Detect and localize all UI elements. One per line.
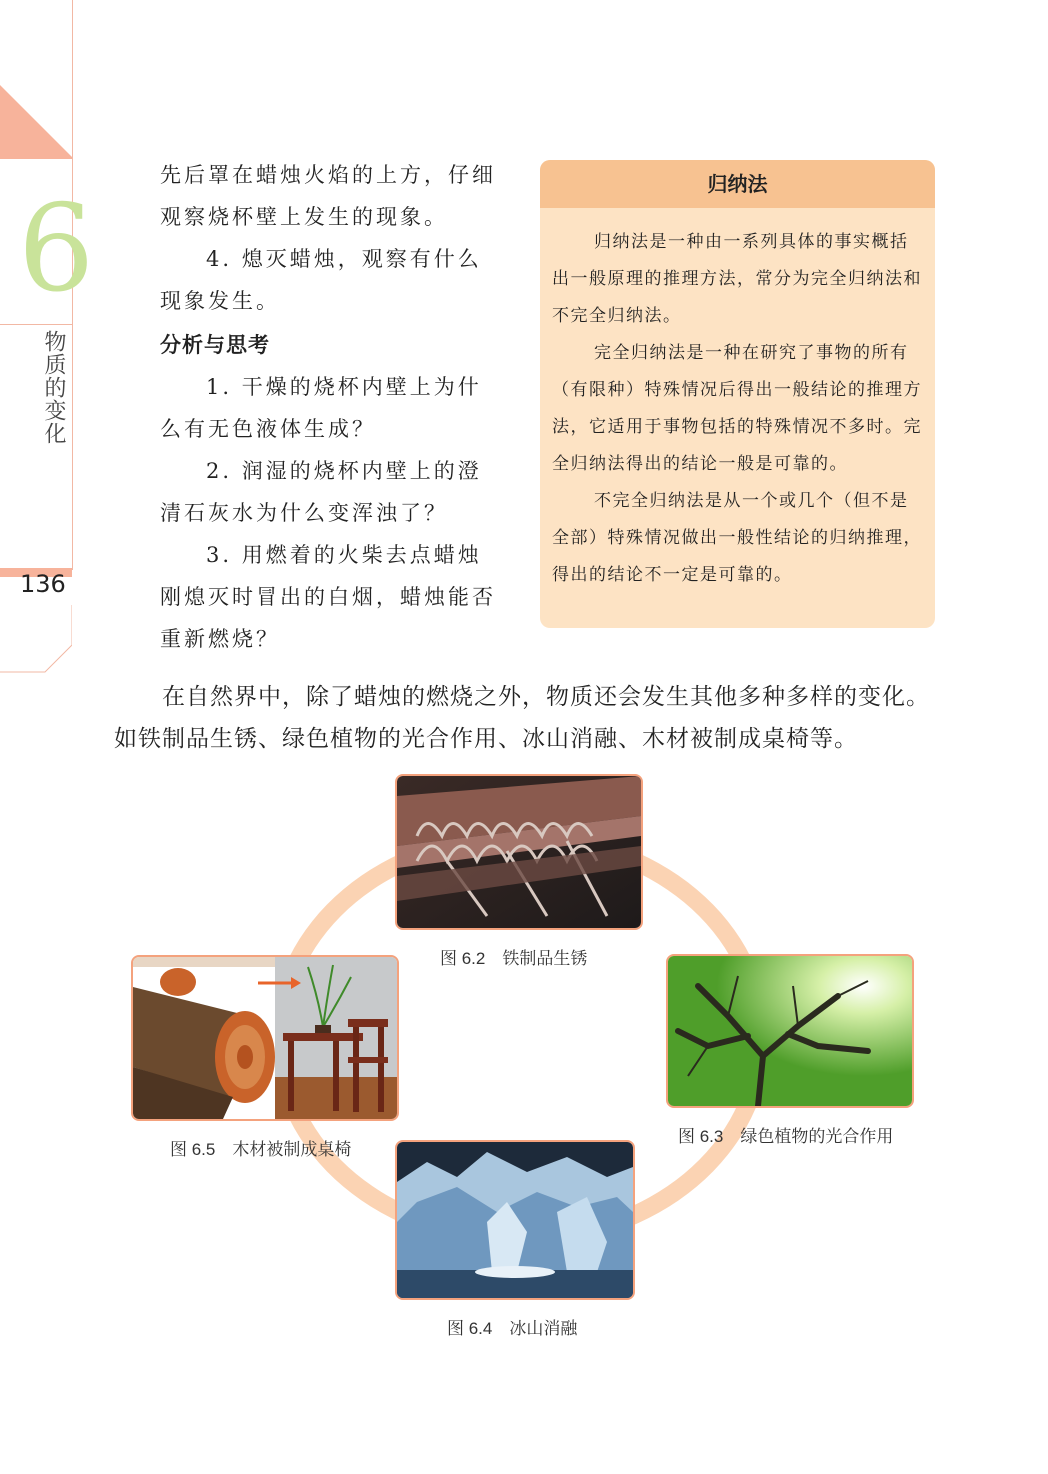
main-paragraph-text: 在自然界中，除了蜡烛的燃烧之外，物质还会发生其他多种多样的变化。如铁制品生锈、绿色植物的光合作用、冰山消融、木材被制成桌椅等。: [114, 684, 930, 752]
question-3: 3. 用燃着的火柴去点蜡烛刚熄灭时冒出的白烟，蜡烛能否重新燃烧？: [160, 543, 496, 651]
margin-corner-decoration: [0, 605, 72, 673]
induction-info-box: [540, 160, 935, 628]
paragraph-observe: 先后罩在蜡烛火焰的上方，仔细观察烧杯壁上发生的现象。: [160, 163, 496, 229]
section-heading: 分析与思考: [160, 333, 270, 357]
info-box-title: 归纳法: [540, 160, 935, 208]
info-paragraph-2: 完全归纳法是一种在研究了事物的所有（有限种）特殊情况后得出一般结论的推理方法，它适用于事物包括的特殊情况不多时。完全归纳法得出的结论一般是可靠的。: [552, 343, 922, 474]
photo-rusty-iron: [395, 774, 643, 930]
info-paragraph-3: 不完全归纳法是从一个或几个（但不是全部）特殊情况做出一般性结论的归纳推理，得出的结论不一定是可靠的。: [552, 491, 922, 585]
info-paragraph-1: 归纳法是一种由一系列具体的事实概括出一般原理的推理方法，常分为完全归纳法和不完全归纳法。: [552, 232, 922, 326]
step-4: 4. 熄灭蜡烛，观察有什么现象发生。: [160, 247, 482, 313]
main-paragraph: [114, 676, 944, 760]
chapter-separator: [0, 324, 72, 325]
question-1: 1. 干燥的烧杯内壁上为什么有无色液体生成？: [160, 375, 482, 441]
photo-green-tree: [666, 954, 914, 1108]
photo-glacier: [395, 1140, 635, 1300]
chapter-title: 物质的变化: [41, 330, 66, 445]
margin-triangle-base: [0, 157, 72, 159]
info-box-body: [540, 208, 935, 594]
caption-fig-6-2: 图 6.2 铁制品生锈: [440, 949, 588, 968]
caption-fig-6-4: 图 6.4 冰山消融: [447, 1319, 578, 1338]
page-number: 136: [20, 570, 66, 598]
caption-fig-6-3: 图 6.3 绿色植物的光合作用: [678, 1127, 894, 1146]
chapter-number: 6: [18, 180, 95, 319]
caption-fig-6-5: 图 6.5 木材被制成桌椅: [170, 1140, 352, 1159]
margin-triangle-decoration: [0, 85, 72, 157]
photo-wood-furniture: [131, 955, 399, 1121]
question-2: 2. 润湿的烧杯内壁上的澄清石灰水为什么变浑浊了？: [160, 459, 482, 525]
left-text-column: [160, 154, 500, 660]
